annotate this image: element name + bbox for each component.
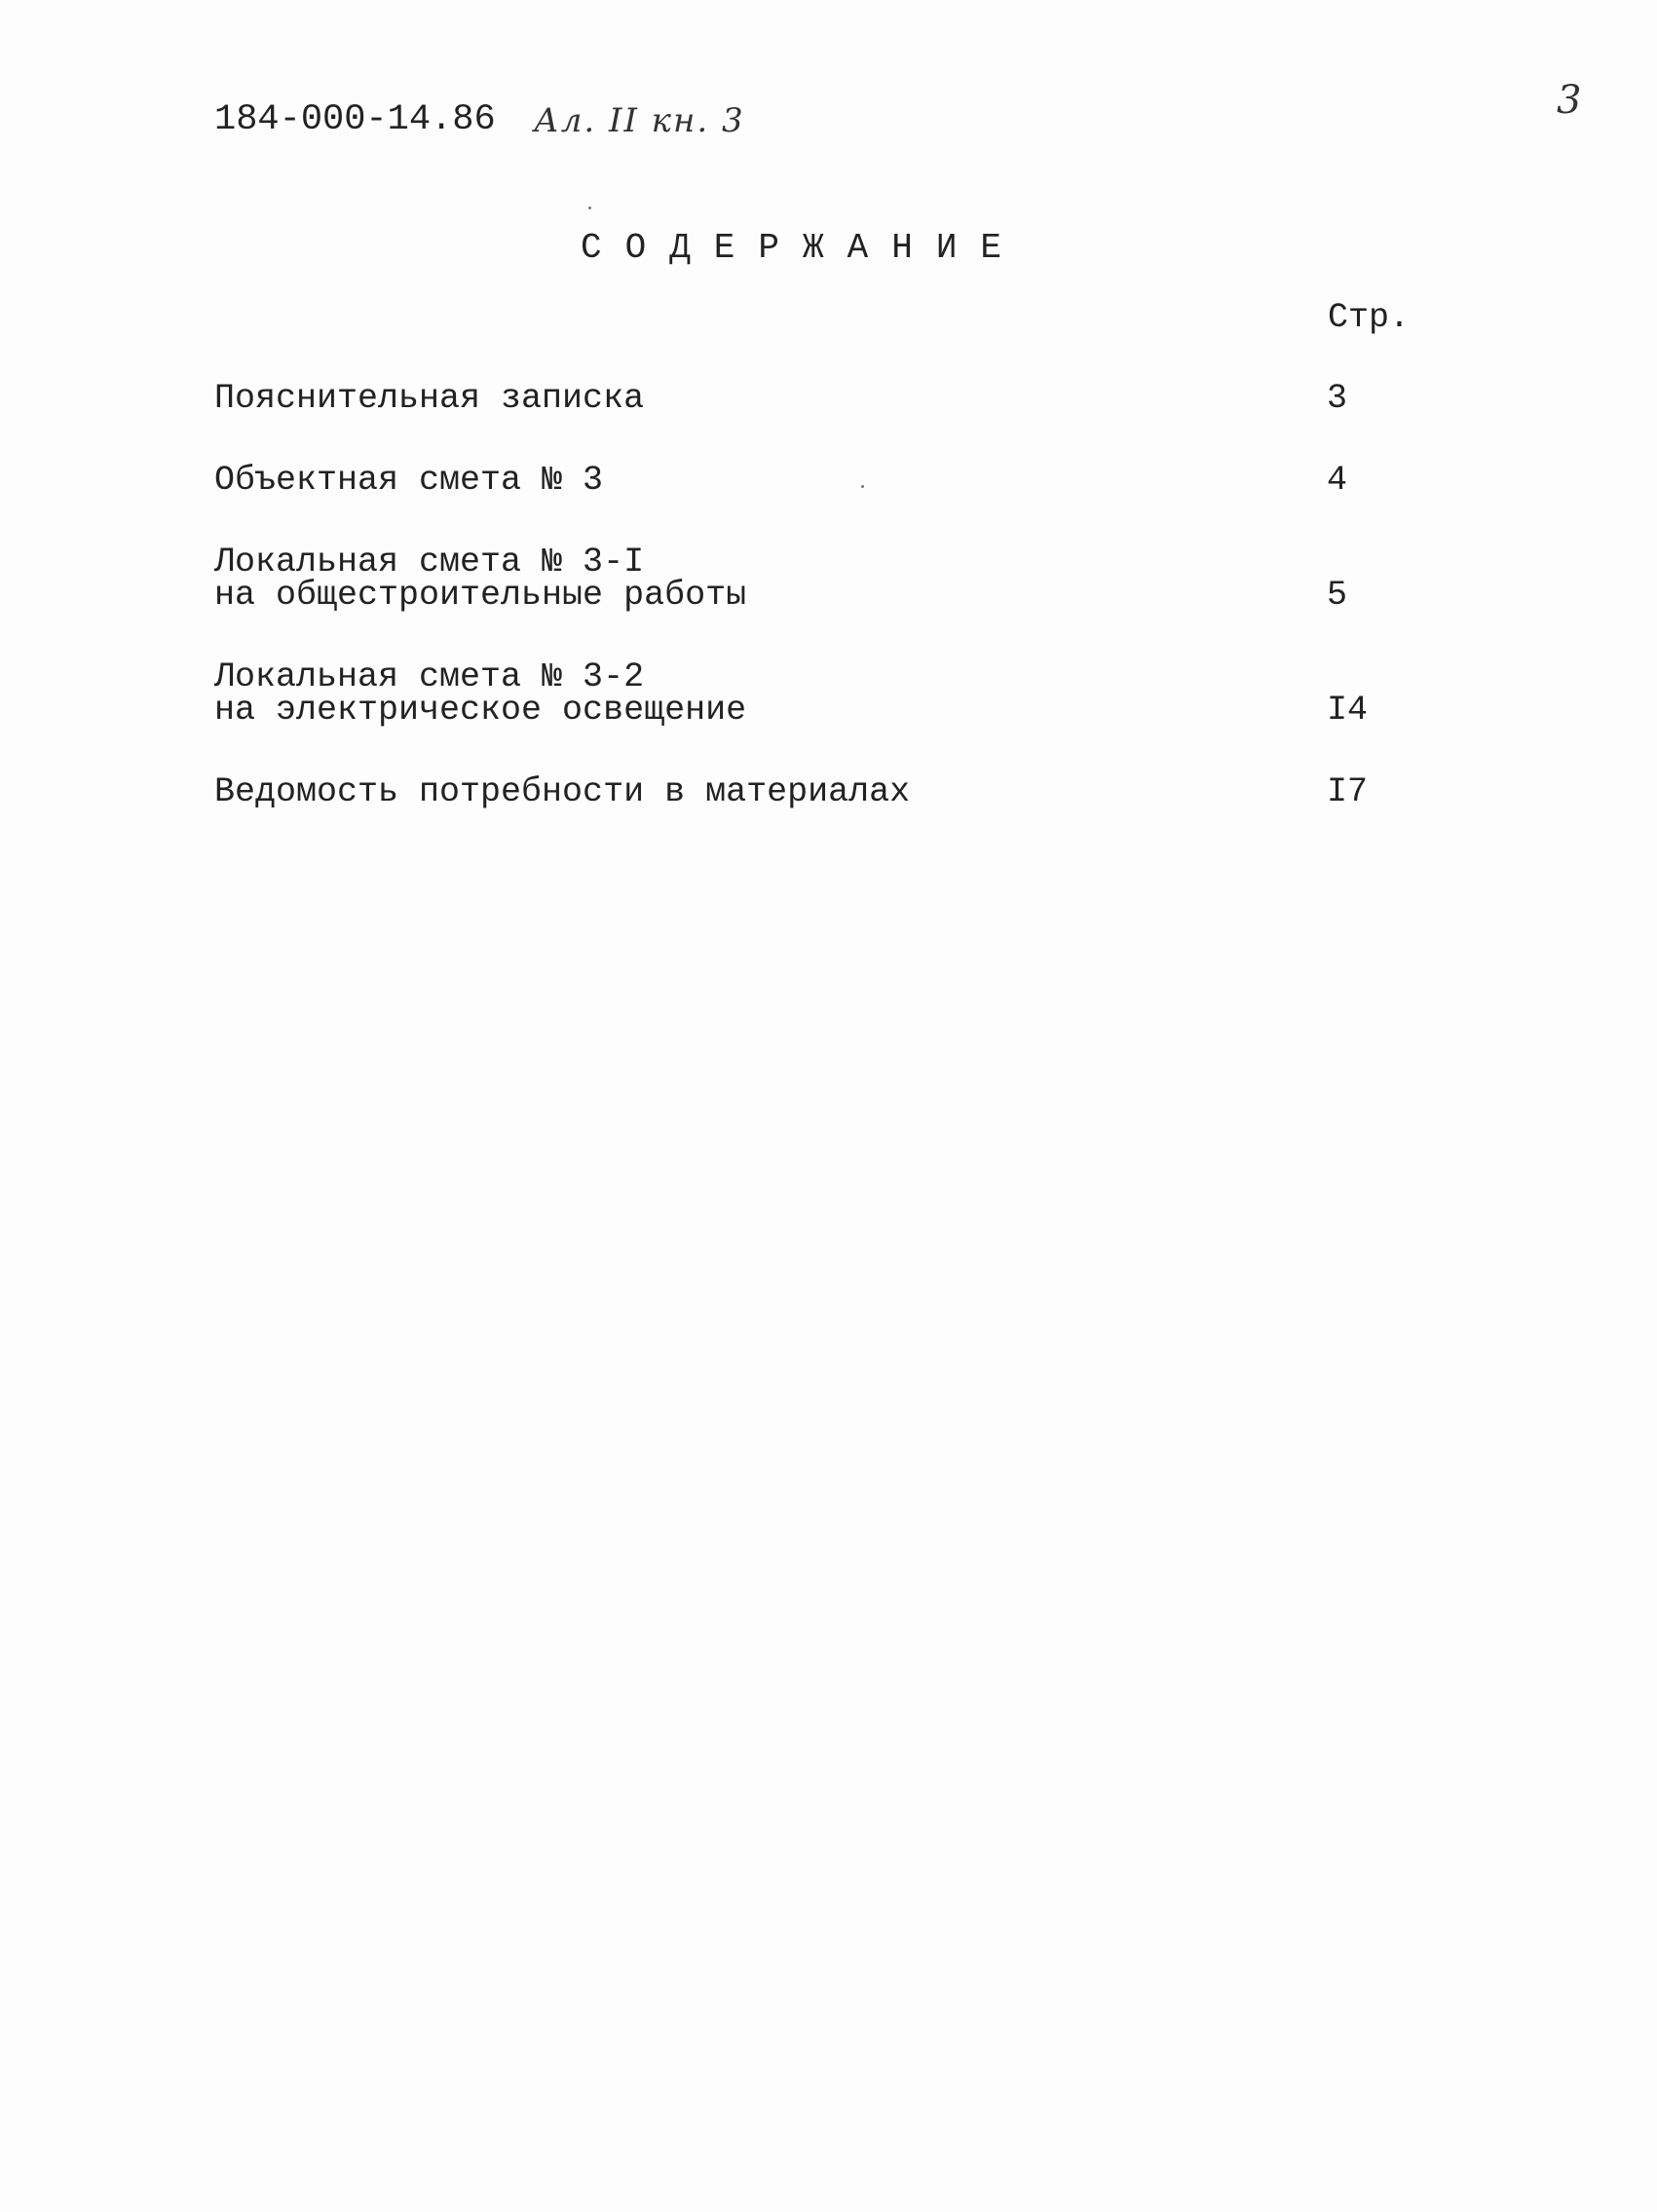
page-title: СОДЕРЖАНИЕ	[581, 228, 1026, 268]
toc-entry-page: 4	[1327, 461, 1348, 500]
toc-entry-title: Объектная смета № 3	[214, 461, 604, 500]
toc-entry-page: I7	[1327, 772, 1369, 811]
table-of-contents	[214, 0, 1442, 2212]
scan-speck	[588, 206, 591, 209]
toc-entry-page: I4	[1327, 691, 1369, 730]
toc-entry-title: Локальная смета № 3-2 на электрическое освещение	[214, 657, 747, 730]
page-column-header: Стр.	[1328, 298, 1411, 337]
scan-speck	[861, 485, 864, 488]
toc-entry-page: 3	[1327, 379, 1348, 418]
handwritten-reference: Ал. II кн. 3	[534, 101, 745, 140]
handwritten-page-number: 3	[1557, 78, 1582, 123]
toc-entry-title: Ведомость потребности в материалах	[214, 772, 911, 811]
toc-entry-title: Локальная смета № 3-I на общестроительные работы	[214, 543, 747, 615]
toc-entry-title: Пояснительная записка	[214, 379, 645, 418]
toc-entry-page: 5	[1327, 576, 1348, 615]
document-code: 184-000-14.86	[214, 99, 496, 140]
